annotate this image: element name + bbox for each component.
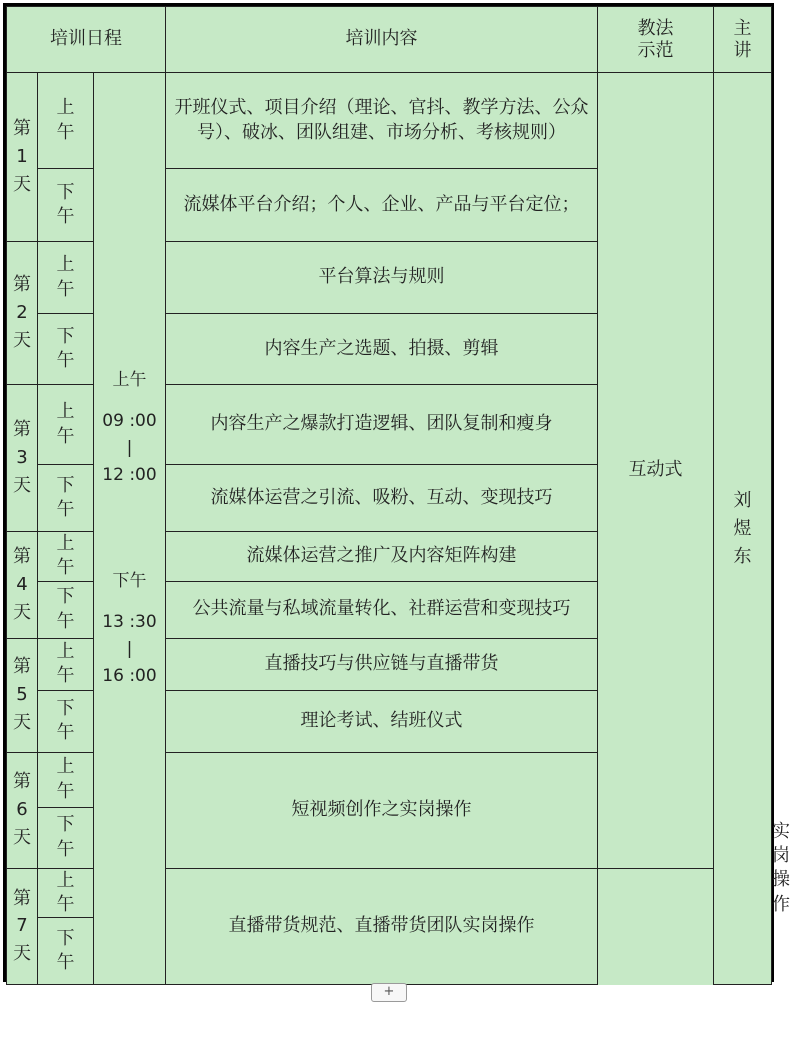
am-start-time: 09 :00 — [102, 411, 157, 432]
content-day4-am: 流媒体运营之推广及内容矩阵构建 — [166, 532, 598, 582]
pm-label: 下午 — [112, 570, 147, 591]
header-method-line2: 示范 — [637, 39, 674, 61]
day-5-pm: 下 午 — [38, 690, 94, 752]
day-5-am: 上 午 — [38, 638, 94, 690]
day-7-pm: 下 午 — [38, 918, 94, 985]
header-method — [598, 7, 714, 73]
table-row: 第 6 天 上 午 短视频创作之实岗操作 实岗操作 — [7, 752, 772, 807]
header-lecturer-line1: 主 — [733, 17, 752, 39]
header-schedule: 培训日程 — [7, 7, 166, 73]
pm-separator: | — [126, 638, 133, 659]
content-day3-pm: 流媒体运营之引流、吸粉、互动、变现技巧 — [166, 465, 598, 532]
day-3-label: 第 3 天 — [7, 385, 38, 532]
content-day2-am: 平台算法与规则 — [166, 242, 598, 314]
day-6-am: 上 午 — [38, 752, 94, 807]
pm-start-time: 13 :30 — [102, 611, 157, 632]
am-separator: | — [126, 438, 133, 459]
content-day2-pm: 内容生产之选题、拍摄、剪辑 — [166, 314, 598, 385]
day-3-pm: 下 午 — [38, 465, 94, 532]
pm-end-time: 16 :00 — [102, 666, 157, 687]
content-day5-am: 直播技巧与供应链与直播带货 — [166, 638, 598, 690]
lecturer-cell — [714, 73, 772, 985]
add-row-button[interactable]: + — [371, 983, 407, 1002]
header-row — [7, 7, 772, 73]
time-column — [94, 73, 166, 985]
method-interactive: 互动式 — [598, 73, 714, 869]
day-2-label: 第 2 天 — [7, 242, 38, 385]
day-2-am: 上 午 — [38, 242, 94, 314]
training-schedule-table — [6, 6, 790, 985]
day-1-pm: 下 午 — [38, 169, 94, 242]
lecturer-char-2: 煜 — [733, 517, 752, 539]
table-row — [7, 73, 772, 169]
day-5-label: 第 5 天 — [7, 638, 38, 752]
day-4-am: 上 午 — [38, 532, 94, 582]
day-2-pm: 下 午 — [38, 314, 94, 385]
header-lecturer — [714, 7, 772, 73]
day-7-am: 上 午 — [38, 868, 94, 918]
header-method-line1: 教法 — [637, 17, 674, 39]
day-1-am: 上 午 — [38, 73, 94, 169]
training-schedule-container — [3, 3, 790, 982]
content-day1-am: 开班仪式、项目介绍（理论、官抖、教学方法、公众号）、破冰、团队组建、市场分析、考核规则） — [166, 73, 598, 169]
content-day3-am: 内容生产之爆款打造逻辑、团队复制和瘦身 — [166, 385, 598, 465]
am-end-time: 12 :00 — [102, 465, 157, 486]
day-4-label: 第 4 天 — [7, 532, 38, 639]
day-6-pm: 下 午 — [38, 807, 94, 868]
content-day5-pm: 理论考试、结班仪式 — [166, 690, 598, 752]
day-1-label: 第 1 天 — [7, 73, 38, 242]
lecturer-char-3: 东 — [733, 545, 752, 567]
header-lecturer-line2: 讲 — [733, 39, 752, 61]
content-day1-pm: 流媒体平台介绍；个人、企业、产品与平台定位； — [166, 169, 598, 242]
day-6-label: 第 6 天 — [7, 752, 38, 868]
day-4-pm: 下 午 — [38, 581, 94, 638]
content-day7: 直播带货规范、直播带货团队实岗操作 — [166, 868, 598, 985]
day-3-am: 上 午 — [38, 385, 94, 465]
day-7-label: 第 7 天 — [7, 868, 38, 985]
header-content: 培训内容 — [166, 7, 598, 73]
content-day4-pm: 公共流量与私域流量转化、社群运营和变现技巧 — [166, 581, 598, 638]
lecturer-char-1: 刘 — [733, 489, 752, 511]
am-label: 上午 — [112, 369, 147, 390]
content-day6: 短视频创作之实岗操作 — [166, 752, 598, 868]
